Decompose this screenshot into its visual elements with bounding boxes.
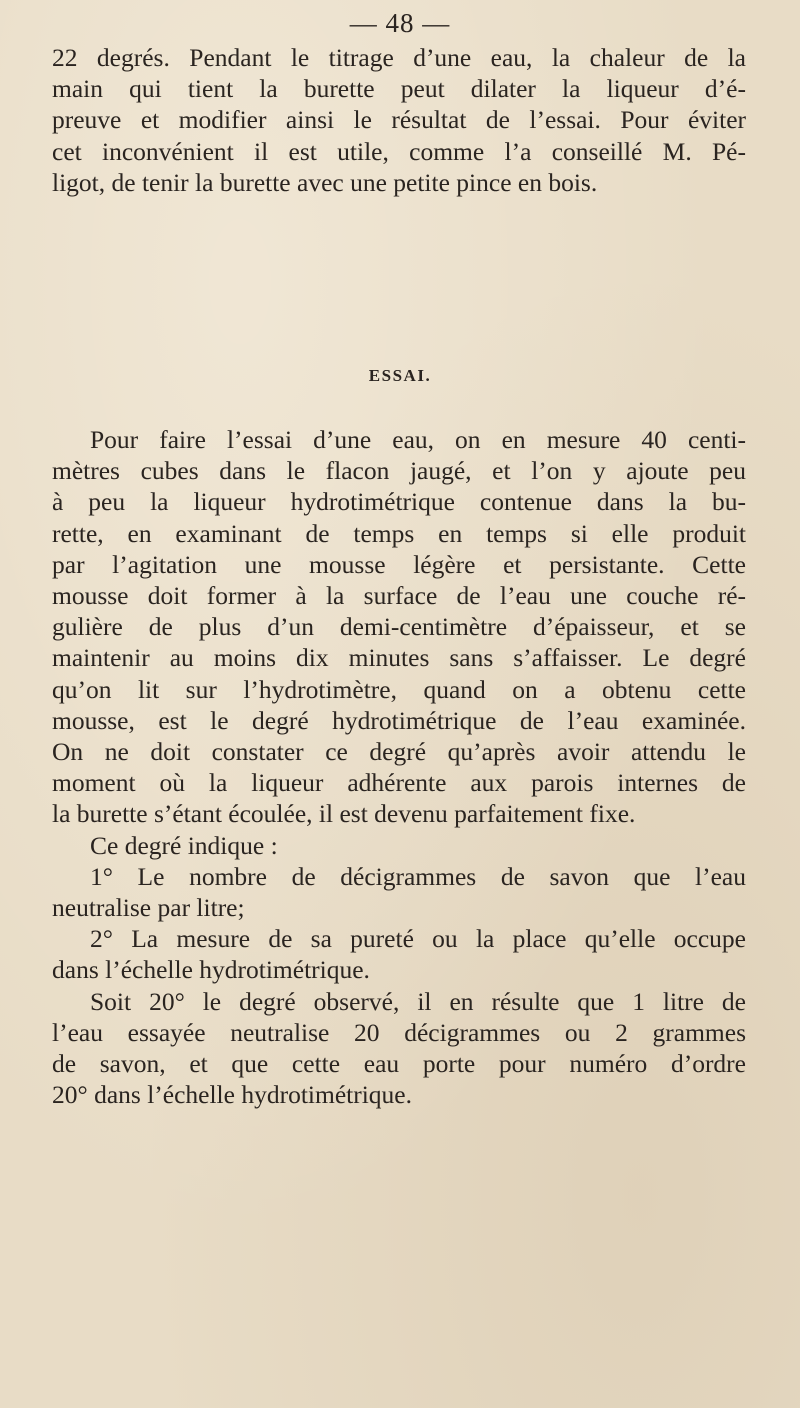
text-line: par l’agitation une mousse légère et persistante. Cette (52, 549, 746, 579)
text-line: à peu la liqueur hydrotimétrique contenue dans la bu- (52, 487, 746, 517)
paragraph-burette (52, 42, 746, 198)
text-line: Ce degré indique : (90, 830, 278, 860)
section-body (52, 424, 746, 1110)
page-number: — 48 — (349, 8, 451, 38)
text-line: moment où la liqueur adhérente aux parois internes de (52, 768, 746, 798)
text-line: 20° dans l’échelle hydrotimétrique. (52, 1080, 413, 1110)
text-line: main qui tient la burette peut dilater la liqueur d’é- (52, 74, 746, 104)
text-line: maintenir au moins dix minutes sans s’affaisser. Le degré (52, 643, 746, 673)
text-line: Pour faire l’essai d’une eau, on en mesure 40 centi- (90, 425, 746, 454)
text-line: mousse, est le degré hydrotimétrique de l’eau examinée. (52, 705, 746, 735)
text-line: l’eau essayée neutralise 20 décigrammes ou 2 grammes (52, 1017, 746, 1047)
text-line: neutralise par litre; (52, 893, 245, 923)
text-line: On ne doit constater ce degré qu’après avoir attendu le (52, 737, 746, 767)
text-line: rette, en examinant de temps en temps si elle produit (52, 518, 746, 548)
text-line: la burette s’étant écoulée, il est devenu parfaitement fixe. (52, 799, 636, 829)
text-line: preuve et modifier ainsi le résultat de l’essai. Pour éviter (52, 105, 746, 135)
text-line: dans l’échelle hydrotimétrique. (52, 955, 370, 985)
text-line: 1° Le nombre de décigrammes de savon que l’eau (90, 861, 746, 891)
text-line: 22 degrés. Pendant le titrage d’une eau, la chaleur de la (52, 43, 746, 72)
text-line: ligot, de tenir la burette avec une petite pince en bois. (52, 167, 598, 197)
section-heading: ESSAI. (368, 366, 432, 385)
text-line: Soit 20° le degré observé, il en résulte que 1 litre de (90, 986, 746, 1016)
text-line: gulière de plus d’un demi-centimètre d’épaisseur, et se (52, 612, 746, 642)
text-line: 2° La mesure de sa pureté ou la place qu’elle occupe (90, 924, 746, 954)
text-line: de savon, et que cette eau porte pour numéro d’ordre (52, 1049, 746, 1079)
text-line: mètres cubes dans le flacon jaugé, et l’on y ajoute peu (52, 456, 746, 486)
text-line: qu’on lit sur l’hydrotimètre, quand on a obtenu cette (52, 674, 746, 704)
text-line: cet inconvénient il est utile, comme l’a conseillé M. Pé- (52, 136, 746, 166)
text-line: mousse doit former à la surface de l’eau une couche ré- (52, 581, 746, 611)
